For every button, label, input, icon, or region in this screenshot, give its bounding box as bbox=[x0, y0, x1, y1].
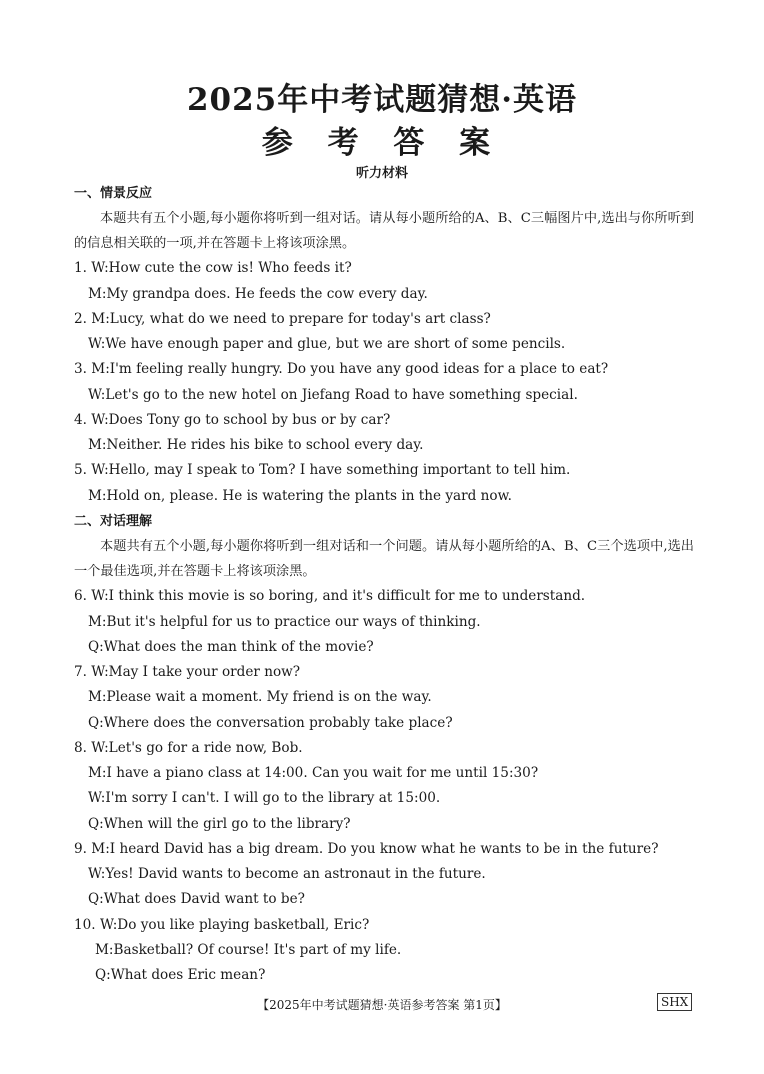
question-line: Q:When will the girl go to the library? bbox=[88, 815, 351, 832]
section-situational-response bbox=[74, 181, 694, 509]
question-line: Q:What does David want to be? bbox=[88, 891, 305, 908]
dialogue-line: W:We have enough paper and glue, but we are short of some pencils. bbox=[88, 336, 566, 353]
dialogue-line: 3. M:I'm feeling really hungry. Do you have any good ideas for a place to eat? bbox=[74, 361, 609, 378]
dialogue-line: M:I have a piano class at 14:00. Can you wait for me until 15:30? bbox=[88, 765, 539, 782]
dialogue-line: W:Yes! David wants to become an astronaut in the future. bbox=[88, 866, 486, 883]
dialogue-line: W:I'm sorry I can't. I will go to the library at 15:00. bbox=[88, 790, 441, 807]
dialogue-line: 1. W:How cute the cow is! Who feeds it? bbox=[74, 260, 352, 277]
listening-caption: 听力材料 bbox=[355, 166, 408, 181]
publisher-mark: SHX bbox=[657, 993, 692, 1011]
dialogue-line: 8. W:Let's go for a ride now, Bob. bbox=[74, 739, 303, 756]
section-instruction: 本题共有五个小题,每小题你将听到一组对话和一个问题。请从每小题所给的A、B、C三个选项中,选出一个最佳选项,并在答题卡上将该项涂黑。 bbox=[74, 539, 694, 580]
dialogue-line: 10. W:Do you like playing basketball, Eric? bbox=[74, 916, 370, 933]
question-line: Q:What does Eric mean? bbox=[95, 967, 266, 984]
dialogue-line: 5. W:Hello, may I speak to Tom? I have something important to tell him. bbox=[74, 462, 571, 479]
dialogue-line: 6. W:I think this movie is so boring, and it's difficult for me to understand. bbox=[74, 588, 586, 605]
dialogue-line: M:Hold on, please. He is watering the plants in the yard now. bbox=[88, 487, 512, 504]
dialogue-line: M:But it's helpful for us to practice our ways of thinking. bbox=[88, 613, 481, 630]
section-instruction: 本题共有五个小题,每小题你将听到一组对话。请从每小题所给的A、B、C三幅图片中,选出与你所听到的信息相关联的一项,并在答题卡上将该项涂黑。 bbox=[74, 211, 694, 252]
dialogue-line: M:Basketball? Of course! It's part of my life. bbox=[95, 941, 402, 958]
dialogue-line: 4. W:Does Tony go to school by bus or by car? bbox=[74, 411, 391, 428]
section-heading: 二、对话理解 bbox=[74, 514, 153, 529]
section-heading: 一、情景反应 bbox=[74, 186, 153, 201]
dialogue-line: W:Let's go to the new hotel on Jiefang Road to have something special. bbox=[88, 386, 578, 403]
question-line: Q:What does the man think of the movie? bbox=[88, 638, 374, 655]
dialogue-line: 2. M:Lucy, what do we need to prepare for today's art class? bbox=[74, 310, 491, 327]
page-subtitle: 参 考 答 案 bbox=[261, 125, 503, 161]
page-footer: 【2025年中考试题猜想·英语参考答案 第1页】 bbox=[257, 998, 507, 1012]
question-line: Q:Where does the conversation probably take place? bbox=[88, 714, 453, 731]
page-title: 2025年中考试题猜想·英语 bbox=[186, 82, 578, 118]
dialogue-line: M:My grandpa does. He feeds the cow every day. bbox=[88, 285, 428, 302]
dialogue-line: M:Neither. He rides his bike to school every day. bbox=[88, 437, 424, 454]
dialogue-line: 7. W:May I take your order now? bbox=[74, 664, 301, 681]
dialogue-line: 9. M:I heard David has a big dream. Do you know what he wants to be in the future? bbox=[74, 840, 659, 857]
section-dialogue-comprehension bbox=[74, 509, 694, 988]
dialogue-line: M:Please wait a moment. My friend is on the way. bbox=[88, 689, 432, 706]
